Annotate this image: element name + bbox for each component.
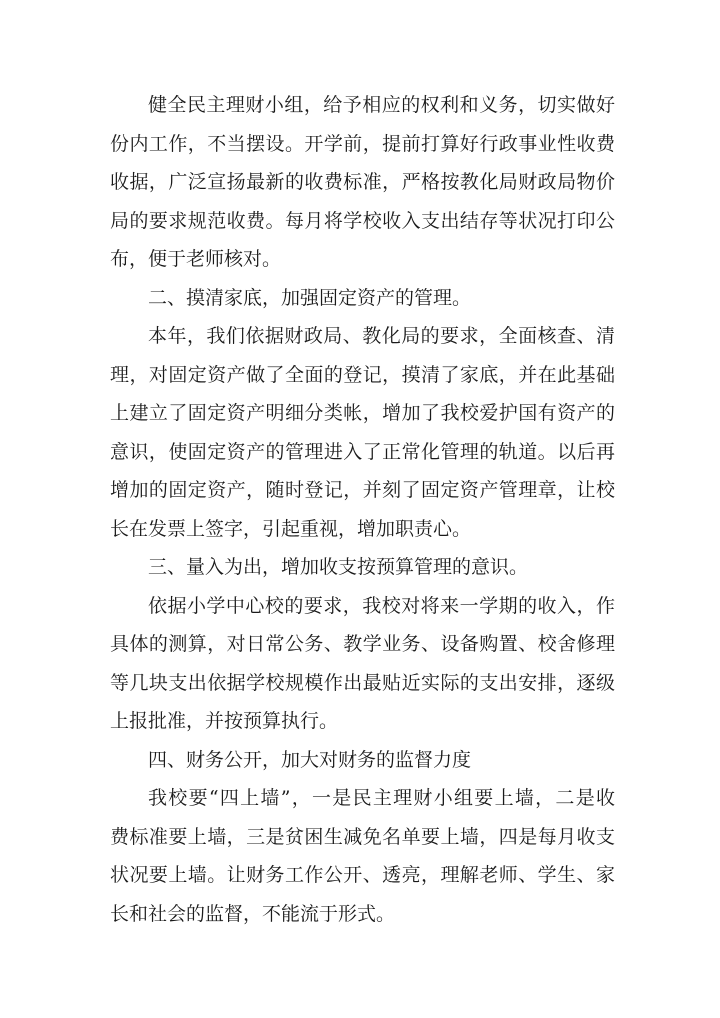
text-line: 我校要“四上墙”，一是民主理财小组要上墙，二是收 xyxy=(148,787,615,809)
text-line: 理，对固定资产做了全面的登记，摸清了家底，并在此基础 xyxy=(110,363,615,386)
text-line: 上报批准，并按预算执行。 xyxy=(110,710,339,732)
section-heading-fixed-assets xyxy=(110,279,615,318)
document-body xyxy=(110,86,615,933)
text-line: 局的要求规范收费。每月将学校收入支出结存等状况打印公 xyxy=(110,209,615,232)
text-line: 收据，广泛宣扬最新的收费标准，严格按教化局财政局物价 xyxy=(110,171,615,193)
section-heading: 四、财务公开，加大对财务的监督力度 xyxy=(148,748,472,771)
paragraph-financial-group xyxy=(110,86,615,279)
text-line: 长和社会的监督，不能流于形式。 xyxy=(110,902,396,925)
text-line: 意识，使固定资产的管理进入了正常化管理的轨道。以后再 xyxy=(110,440,615,463)
text-line: 状况要上墙。让财务工作公开、透亮，理解老师、学生、家 xyxy=(110,864,615,886)
text-line: 费标准要上墙，三是贫困生减免名单要上墙，四是每月收支 xyxy=(110,825,615,848)
text-line: 份内工作，不当摆设。开学前，提前打算好行政事业性收费 xyxy=(110,132,615,155)
paragraph-disclosure xyxy=(110,779,615,933)
paragraph-budget xyxy=(110,587,615,741)
text-line: 具体的测算，对日常公务、教学业务、设备购置、校舍修理 xyxy=(110,633,615,655)
section-heading-budget xyxy=(110,548,615,587)
section-heading: 二、摸清家底，加强固定资产的管理。 xyxy=(148,286,472,309)
paragraph-fixed-assets xyxy=(110,317,615,548)
text-line: 长在发票上签字，引起重视，增加职责心。 xyxy=(110,517,472,540)
text-line: 本年，我们依据财政局、教化局的要求，全面核查、清 xyxy=(148,325,615,347)
text-line: 健全民主理财小组，给予相应的权利和义务，切实做好 xyxy=(148,94,615,116)
section-heading: 三、量入为出，增加收支按预算管理的意识。 xyxy=(148,556,529,578)
text-line: 上建立了固定资产明细分类帐，增加了我校爱护国有资产的 xyxy=(110,402,615,424)
text-line: 等几块支出依据学校规模作出最贴近实际的支出安排，逐级 xyxy=(110,671,615,694)
text-line: 依据小学中心校的要求，我校对将来一学期的收入，作 xyxy=(148,594,615,617)
section-heading-disclosure xyxy=(110,741,615,780)
text-line: 布，便于老师核对。 xyxy=(110,248,282,270)
text-line: 增加的固定资产，随时登记，并刻了固定资产管理章，让校 xyxy=(110,479,615,501)
